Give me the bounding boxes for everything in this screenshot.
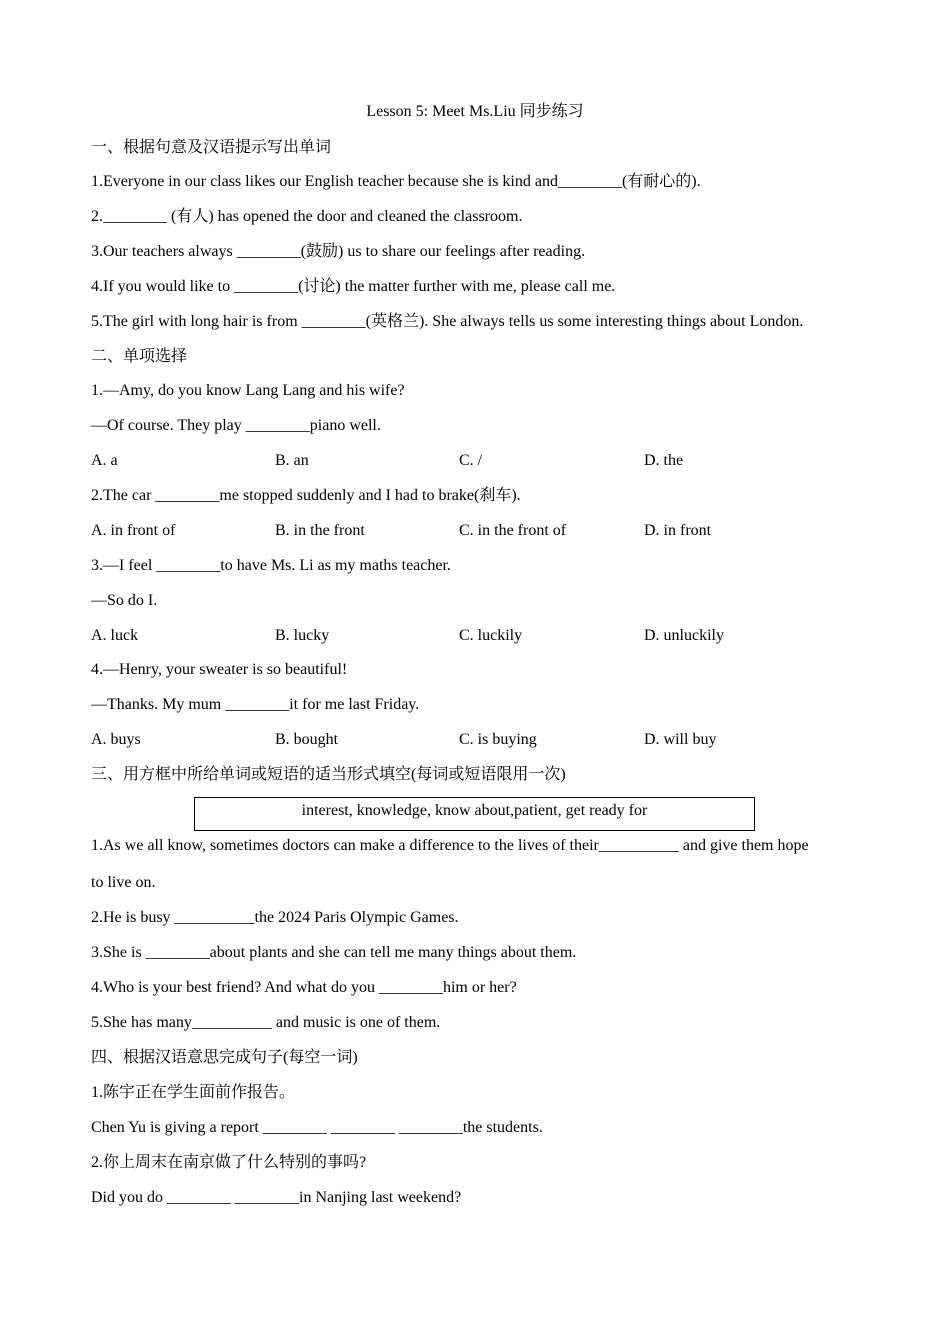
option-d: D. unluckily [644, 627, 724, 644]
option-c: C. in the front of [459, 522, 567, 539]
option-d: D. the [644, 452, 684, 469]
question-chinese: 2.你上周末在南京做了什么特别的事吗? [91, 1154, 367, 1171]
question-item: 1.As we all know, sometimes doctors can make a difference to the lives of their__________ and give them hope [91, 837, 809, 854]
option-a: A. luck [91, 627, 139, 644]
section-heading: 三、用方框中所给单词或短语的适当形式填空(每词或短语限用一次) [91, 766, 566, 783]
question-stem: —So do I. [91, 592, 158, 609]
option-a: A. a [91, 452, 118, 469]
question-stem: 1.—Amy, do you know Lang Lang and his wife? [91, 382, 405, 399]
section-heading: 二、单项选择 [91, 348, 188, 365]
option-d: D. will buy [644, 731, 717, 748]
question-stem: 4.—Henry, your sweater is so beautiful! [91, 661, 348, 678]
question-item: 3.She is ________about plants and she can tell me many things about them. [91, 944, 577, 961]
question-item: 4.Who is your best friend? And what do you ________him or her? [91, 979, 517, 996]
question-item: 4.If you would like to ________(讨论) the matter further with me, please call me. [91, 278, 616, 295]
option-a: A. in front of [91, 522, 176, 539]
question-item: 1.Everyone in our class likes our English teacher because she is kind and________(有耐心的). [91, 173, 701, 190]
option-c: C. luckily [459, 627, 523, 644]
question-item: 5.The girl with long hair is from ________(英格兰). She always tells us some interesting things about London. [91, 313, 804, 330]
question-chinese: 1.陈宇正在学生面前作报告。 [91, 1084, 296, 1101]
section-heading: 一、根据句意及汉语提示写出单词 [91, 139, 332, 156]
option-d: D. in front [644, 522, 712, 539]
question-english: Chen Yu is giving a report ________ ________ ________the students. [91, 1119, 543, 1136]
option-b: B. in the front [275, 522, 365, 539]
page-title: Lesson 5: Meet Ms.Liu 同步练习 [366, 103, 584, 120]
question-stem: 3.—I feel ________to have Ms. Li as my maths teacher. [91, 557, 451, 574]
question-item: 5.She has many__________ and music is one of them. [91, 1014, 441, 1031]
question-stem: 2.The car ________me stopped suddenly and I had to brake(刹车). [91, 487, 521, 504]
option-b: B. bought [275, 731, 339, 748]
question-stem: —Thanks. My mum ________it for me last Friday. [91, 696, 420, 713]
word-box: interest, knowledge, know about,patient, get ready for [194, 797, 755, 831]
option-a: A. buys [91, 731, 141, 748]
question-english: Did you do ________ ________in Nanjing last weekend? [91, 1189, 462, 1206]
question-item: 2.________ (有人) has opened the door and cleaned the classroom. [91, 208, 523, 225]
option-c: C. / [459, 452, 483, 469]
question-item: 2.He is busy __________the 2024 Paris Olympic Games. [91, 909, 459, 926]
option-b: B. lucky [275, 627, 330, 644]
question-item-continued: to live on. [91, 874, 156, 891]
option-b: B. an [275, 452, 309, 469]
question-stem: —Of course. They play ________piano well. [91, 417, 381, 434]
question-item: 3.Our teachers always ________(鼓励) us to share our feelings after reading. [91, 243, 586, 260]
option-c: C. is buying [459, 731, 537, 748]
section-heading: 四、根据汉语意思完成句子(每空一词) [91, 1049, 358, 1066]
